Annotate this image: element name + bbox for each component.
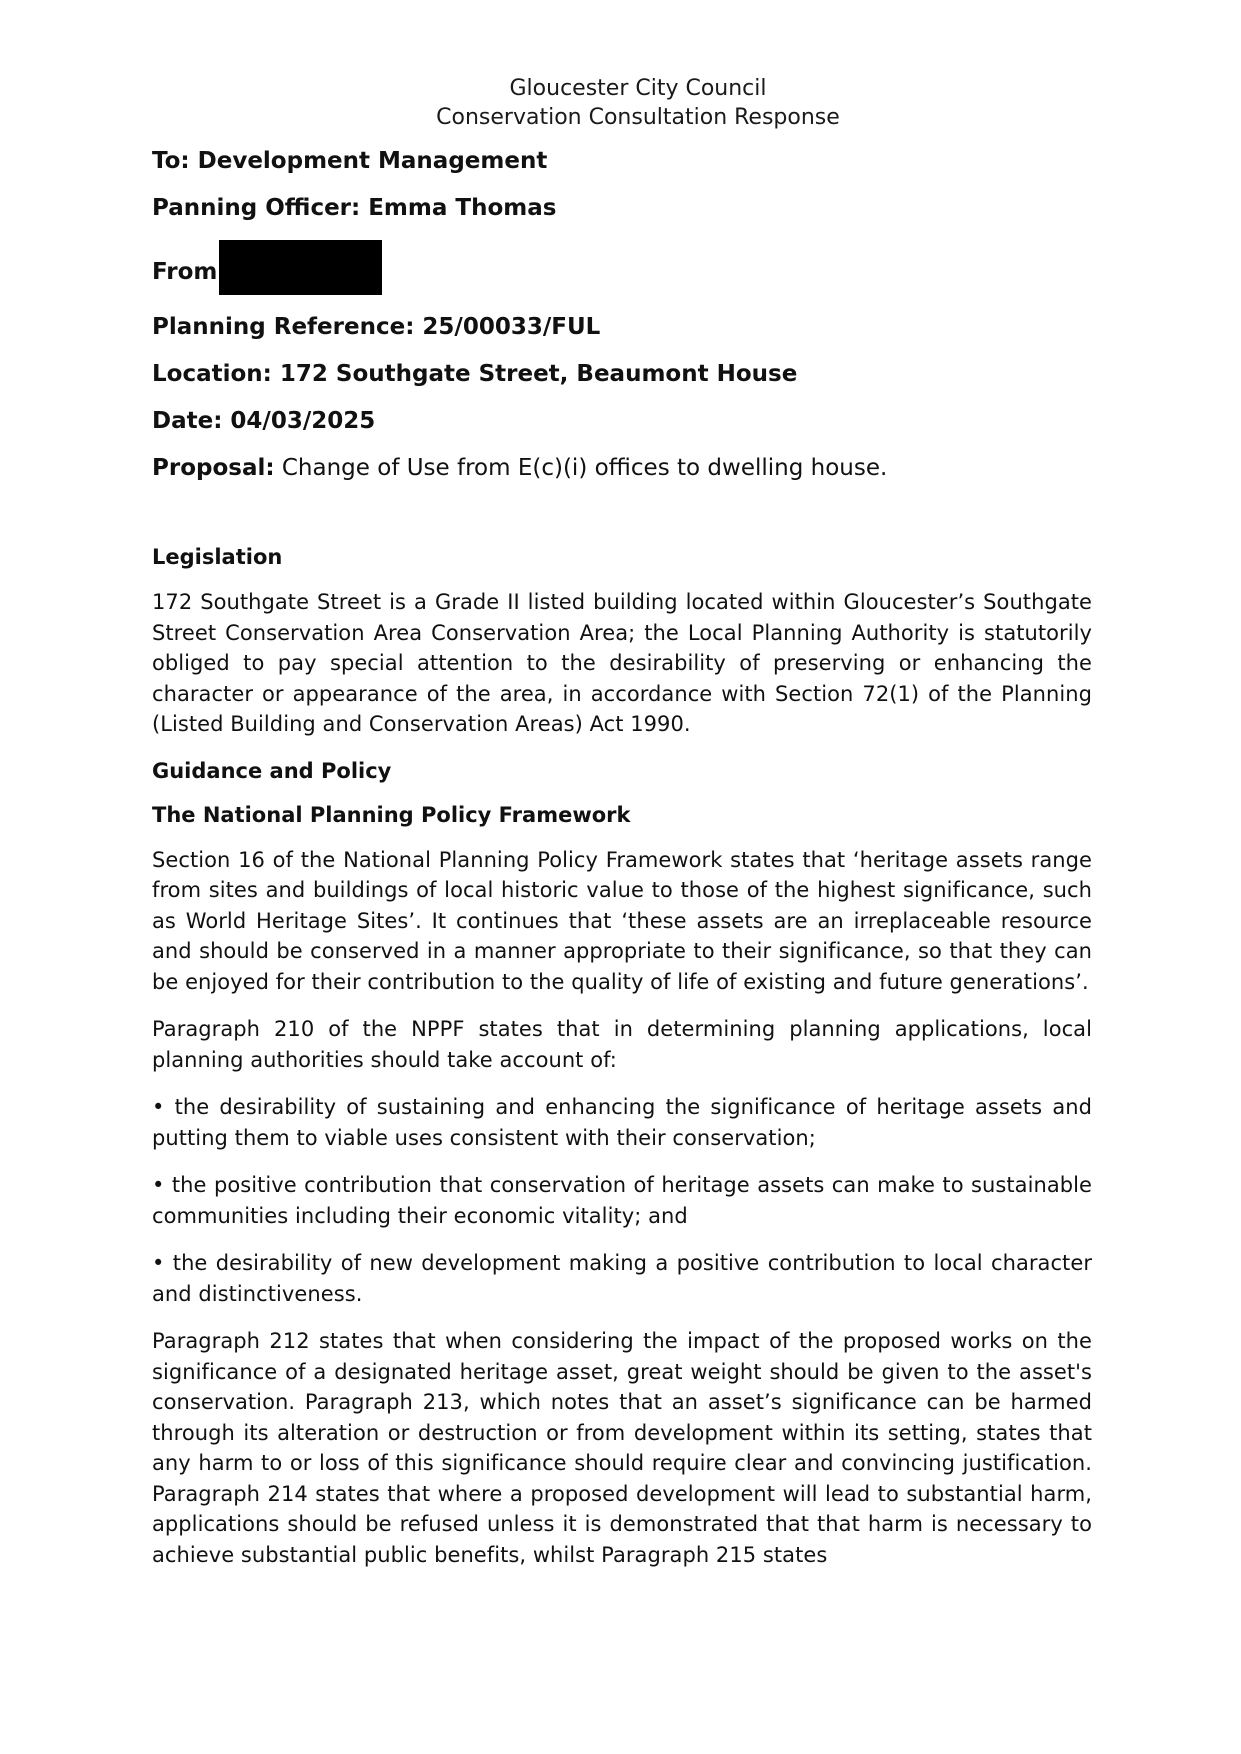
date-line: Date: 04/03/2025 [152, 408, 376, 434]
nppf-paragraph-1: Section 16 of the National Planning Policy Framework states that ‘heritage assets range from sites and buildings of local historic value to those of the highest significance, such as World Heritage Sites’. It continues that ‘these assets are an irreplaceable resource and should be conserved in a manner appropriate to their significance, so that they can be enjoyed for their contribution to the quality of life of existing and future generations’. [152, 847, 1092, 994]
legislation-heading: Legislation [152, 545, 283, 569]
planning-reference-line: Planning Reference: 25/00033/FUL [152, 314, 601, 340]
council-name: Gloucester City Council [509, 76, 767, 101]
bullet-item-3: • the desirability of new development making a positive contribution to local character and distinctiveness. [152, 1251, 1092, 1306]
to-line: To: Development Management [152, 148, 548, 174]
from-label: From [152, 259, 218, 285]
document-header [338, 74, 938, 132]
location-line: Location: 172 Southgate Street, Beaumont House [152, 361, 798, 387]
bullet-item-1: • the desirability of sustaining and enhancing the significance of heritage assets and putting them to viable uses consistent with their conservation; [152, 1095, 1092, 1150]
planning-officer-line: Panning Officer: Emma Thomas [152, 195, 557, 221]
proposal-label: Proposal: [152, 455, 275, 481]
guidance-policy-heading: Guidance and Policy [152, 758, 392, 783]
document-type: Conservation Consultation Response [436, 105, 840, 130]
document-page [152, 74, 1092, 1587]
nppf-paragraph-2: Paragraph 210 of the NPPF states that in determining planning applications, local planning authorities should take account of: [152, 1017, 1092, 1072]
redaction-block [219, 240, 382, 295]
memo-details [152, 146, 1092, 483]
proposal-line [152, 453, 1092, 483]
legislation-paragraph: 172 Southgate Street is a Grade II listed building located within Gloucester’s Southgate Street Conservation Area Conservation Area; the Local Planning Authority is statutorily obliged to pay special attention to the desirability of preserving or enhancing the character or appearance of the area, in accordance with Section 72(1) of the Planning (Listed Building and Conservation Areas) Act 1990. [152, 590, 1092, 736]
nppf-paragraph-3: Paragraph 212 states that when considering the impact of the proposed works on the significance of a designated heritage asset, great weight should be given to the asset's conservation. Paragraph 213, which notes that an asset’s significance can be harmed through its alteration or destruction or from development within its setting, states that any harm to or loss of this significance should require clear and convincing justification. Paragraph 214 states that where a proposed development will lead to substantial harm, applications should be refused unless it is demonstrated that that harm is necessary to achieve substantial public benefits, whilst Paragraph 215 states [152, 1329, 1092, 1567]
bullet-item-2: • the positive contribution that conservation of heritage assets can make to sustainable communities including their economic vitality; and [152, 1173, 1092, 1228]
from-line [152, 240, 1092, 295]
proposal-text: Change of Use from E(c)(i) offices to dwelling house. [274, 455, 888, 481]
nppf-heading: The National Planning Policy Framework [152, 802, 631, 827]
